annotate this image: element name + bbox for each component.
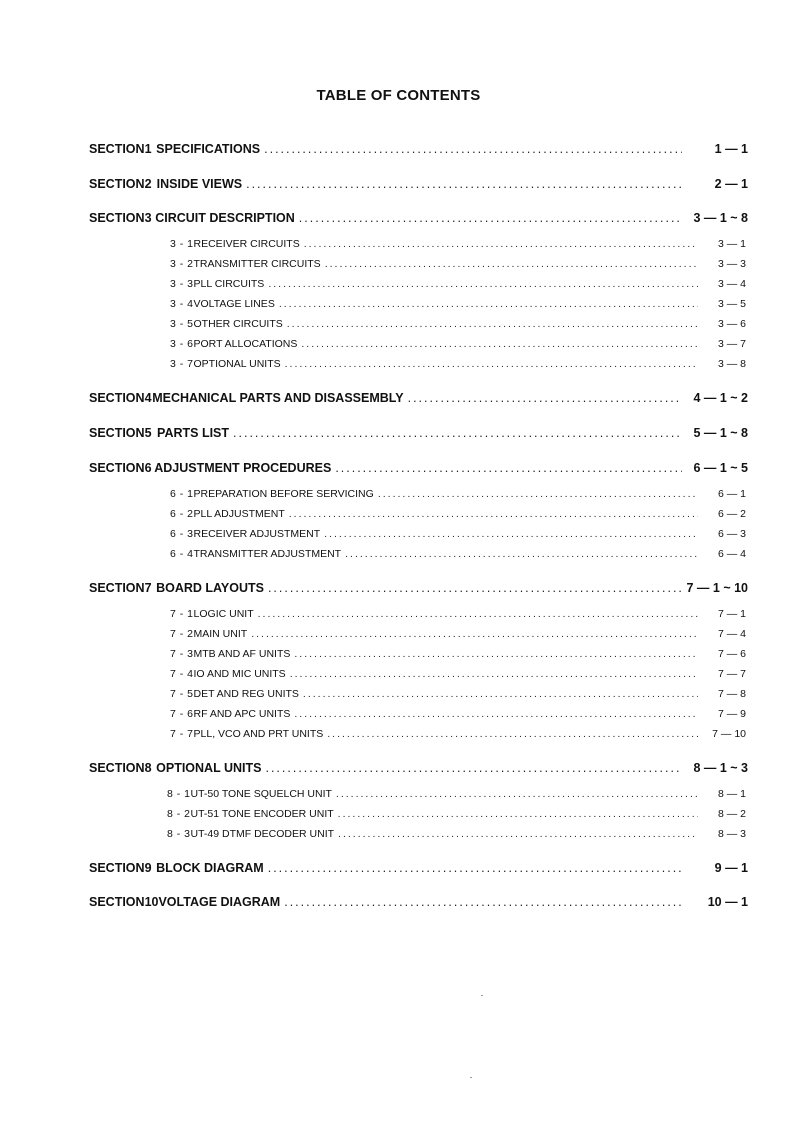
toc-subsection-row — [170, 338, 746, 356]
dot-leader — [325, 258, 698, 270]
dot-leader — [345, 548, 698, 560]
toc-section-row — [89, 461, 748, 479]
subsection-number: 3 - 1 — [170, 238, 194, 250]
toc-section-row — [89, 211, 748, 229]
toc-subsection-row — [170, 608, 746, 626]
toc-section-row — [89, 761, 748, 779]
section-number: 6 — [144, 461, 152, 475]
toc-subsection-row — [170, 488, 746, 506]
toc-subsection-row — [170, 668, 746, 686]
scan-speck — [470, 1077, 472, 1078]
toc-subsection-row — [170, 548, 746, 566]
subsection-title: MAIN UNIT — [193, 628, 248, 640]
subsection-page: 7 — 1 — [717, 608, 746, 620]
subsection-number: 8 - 2 — [167, 808, 191, 820]
dot-leader — [290, 668, 698, 680]
page-title: TABLE OF CONTENTS — [316, 87, 481, 104]
subsection-page: 3 — 3 — [717, 258, 746, 270]
toc-subsection-row — [170, 258, 746, 276]
section-title: MECHANICAL PARTS AND DISASSEMBLY — [152, 391, 404, 405]
toc-subsection-row — [170, 728, 746, 746]
section-title: OPTIONAL UNITS — [156, 761, 262, 775]
scan-speck — [481, 995, 483, 996]
subsection-title: TRANSMITTER ADJUSTMENT — [193, 548, 342, 560]
subsection-number: 3 - 7 — [170, 358, 194, 370]
dot-leader — [279, 298, 698, 310]
toc-section-row — [89, 861, 748, 879]
subsection-number: 7 - 3 — [170, 648, 194, 660]
section-label: SECTION — [89, 142, 145, 156]
dot-leader — [233, 426, 682, 440]
subsection-page: 7 — 4 — [717, 628, 746, 640]
section-number: 10 — [144, 895, 159, 909]
toc-subsection-row — [167, 828, 746, 846]
dot-leader — [287, 318, 698, 330]
subsection-title: RF AND APC UNITS — [193, 708, 291, 720]
toc-section-row — [89, 426, 748, 444]
subsection-page: 3 — 8 — [717, 358, 746, 370]
dot-leader — [268, 581, 682, 595]
section-title: SPECIFICATIONS — [156, 142, 261, 156]
subsection-number: 3 - 2 — [170, 258, 194, 270]
section-number: 9 — [144, 861, 152, 875]
section-page-range: 1 — 1 — [714, 142, 748, 156]
subsection-title: RECEIVER CIRCUITS — [193, 238, 300, 250]
toc-subsection-row — [170, 278, 746, 296]
dot-leader — [268, 861, 682, 875]
dot-leader — [338, 828, 698, 840]
subsection-page: 8 — 2 — [717, 808, 746, 820]
dot-leader — [336, 788, 698, 800]
subsection-number: 7 - 6 — [170, 708, 194, 720]
toc-subsection-row — [170, 508, 746, 526]
dot-leader — [246, 177, 682, 191]
toc-section-row — [89, 581, 748, 599]
section-number: 7 — [144, 581, 152, 595]
toc-subsection-row — [170, 628, 746, 646]
subsection-number: 7 - 1 — [170, 608, 194, 620]
subsection-page: 3 — 1 — [717, 238, 746, 250]
toc-section-row — [89, 895, 748, 913]
toc-subsection-row — [167, 788, 746, 806]
subsection-number: 7 - 2 — [170, 628, 194, 640]
subsection-page: 7 — 7 — [717, 668, 746, 680]
toc-subsection-row — [170, 358, 746, 376]
dot-leader — [324, 528, 698, 540]
section-page-range: 8 — 1 ~ 3 — [693, 761, 748, 775]
subsection-page: 3 — 7 — [717, 338, 746, 350]
subsection-number: 7 - 4 — [170, 668, 194, 680]
toc-section-row — [89, 177, 748, 195]
subsection-title: DET AND REG UNITS — [193, 688, 299, 700]
subsection-page: 3 — 4 — [717, 278, 746, 290]
dot-leader — [289, 508, 698, 520]
subsection-title: RECEIVER ADJUSTMENT — [193, 528, 321, 540]
toc-subsection-row — [170, 238, 746, 256]
section-page-range: 2 — 1 — [714, 177, 748, 191]
subsection-number: 7 - 5 — [170, 688, 194, 700]
section-number: 3 — [144, 211, 152, 225]
subsection-page: 3 — 6 — [717, 318, 746, 330]
dot-leader — [338, 808, 698, 820]
dot-leader — [299, 211, 682, 225]
dot-leader — [335, 461, 682, 475]
section-title: VOLTAGE DIAGRAM — [158, 895, 281, 909]
section-number: 1 — [144, 142, 152, 156]
subsection-page: 6 — 1 — [717, 488, 746, 500]
subsection-title: IO AND MIC UNITS — [193, 668, 286, 680]
subsection-number: 3 - 5 — [170, 318, 194, 330]
toc-subsection-row — [170, 648, 746, 666]
section-title: BLOCK DIAGRAM — [156, 861, 264, 875]
subsection-page: 7 — 8 — [717, 688, 746, 700]
dot-leader — [327, 728, 698, 740]
dot-leader — [301, 338, 698, 350]
subsection-page: 7 — 6 — [717, 648, 746, 660]
section-label: SECTION — [89, 177, 145, 191]
section-page-range: 3 — 1 ~ 8 — [693, 211, 748, 225]
section-label: SECTION — [89, 391, 145, 405]
subsection-page: 7 — 10 — [712, 728, 746, 740]
subsection-number: 3 - 3 — [170, 278, 194, 290]
dot-leader — [284, 895, 682, 909]
section-title: INSIDE VIEWS — [156, 177, 243, 191]
subsection-title: UT-49 DTMF DECODER UNIT — [190, 828, 335, 840]
section-label: SECTION — [89, 861, 145, 875]
subsection-number: 8 - 3 — [167, 828, 191, 840]
section-label: SECTION — [89, 426, 145, 440]
subsection-number: 3 - 6 — [170, 338, 194, 350]
subsection-number: 6 - 2 — [170, 508, 194, 520]
subsection-title: UT-51 TONE ENCODER UNIT — [190, 808, 334, 820]
section-page-range: 7 — 1 ~ 10 — [686, 581, 748, 595]
toc-subsection-row — [170, 318, 746, 336]
dot-leader — [304, 238, 698, 250]
dot-leader — [251, 628, 698, 640]
dot-leader — [285, 358, 698, 370]
section-label: SECTION — [89, 895, 145, 909]
section-number: 4 — [144, 391, 152, 405]
subsection-number: 8 - 1 — [167, 788, 191, 800]
subsection-number: 3 - 4 — [170, 298, 194, 310]
section-label: SECTION — [89, 461, 145, 475]
section-title: ADJUSTMENT PROCEDURES — [154, 461, 332, 475]
subsection-title: VOLTAGE LINES — [193, 298, 275, 310]
toc-subsection-row — [167, 808, 746, 826]
section-number: 5 — [144, 426, 152, 440]
toc-section-row — [89, 142, 748, 160]
dot-leader — [258, 608, 698, 620]
toc-subsection-row — [170, 708, 746, 726]
section-label: SECTION — [89, 761, 145, 775]
subsection-title: TRANSMITTER CIRCUITS — [193, 258, 321, 270]
toc-subsection-row — [170, 688, 746, 706]
subsection-page: 6 — 4 — [717, 548, 746, 560]
subsection-number: 6 - 1 — [170, 488, 194, 500]
toc-subsection-row — [170, 528, 746, 546]
subsection-title: PLL ADJUSTMENT — [193, 508, 285, 520]
toc-subsection-row — [170, 298, 746, 316]
section-number: 2 — [144, 177, 152, 191]
subsection-title: OTHER CIRCUITS — [193, 318, 283, 330]
section-title: BOARD LAYOUTS — [156, 581, 264, 595]
dot-leader — [294, 648, 698, 660]
dot-leader — [265, 761, 682, 775]
subsection-page: 8 — 3 — [717, 828, 746, 840]
subsection-title: PLL, VCO AND PRT UNITS — [193, 728, 324, 740]
subsection-title: PORT ALLOCATIONS — [193, 338, 298, 350]
section-label: SECTION — [89, 211, 145, 225]
dot-leader — [264, 142, 682, 156]
subsection-title: MTB AND AF UNITS — [193, 648, 291, 660]
section-page-range: 10 — 1 — [707, 895, 748, 909]
subsection-title: PREPARATION BEFORE SERVICING — [193, 488, 374, 500]
dot-leader — [268, 278, 698, 290]
toc-section-row — [89, 391, 748, 409]
section-number: 8 — [144, 761, 152, 775]
section-page-range: 4 — 1 ~ 2 — [693, 391, 748, 405]
subsection-number: 7 - 7 — [170, 728, 194, 740]
section-title: PARTS LIST — [157, 426, 230, 440]
subsection-page: 3 — 5 — [717, 298, 746, 310]
subsection-page: 6 — 3 — [717, 528, 746, 540]
dot-leader — [303, 688, 698, 700]
subsection-title: OPTIONAL UNITS — [193, 358, 281, 370]
subsection-page: 7 — 9 — [717, 708, 746, 720]
section-page-range: 6 — 1 ~ 5 — [693, 461, 748, 475]
subsection-title: UT-50 TONE SQUELCH UNIT — [190, 788, 332, 800]
dot-leader — [408, 391, 682, 405]
section-title: CIRCUIT DESCRIPTION — [155, 211, 295, 225]
subsection-number: 6 - 4 — [170, 548, 194, 560]
dot-leader — [294, 708, 698, 720]
subsection-page: 8 — 1 — [717, 788, 746, 800]
subsection-page: 6 — 2 — [717, 508, 746, 520]
subsection-title: PLL CIRCUITS — [193, 278, 265, 290]
subsection-number: 6 - 3 — [170, 528, 194, 540]
section-page-range: 5 — 1 ~ 8 — [693, 426, 748, 440]
subsection-title: LOGIC UNIT — [193, 608, 254, 620]
section-page-range: 9 — 1 — [714, 861, 748, 875]
section-label: SECTION — [89, 581, 145, 595]
dot-leader — [378, 488, 698, 500]
